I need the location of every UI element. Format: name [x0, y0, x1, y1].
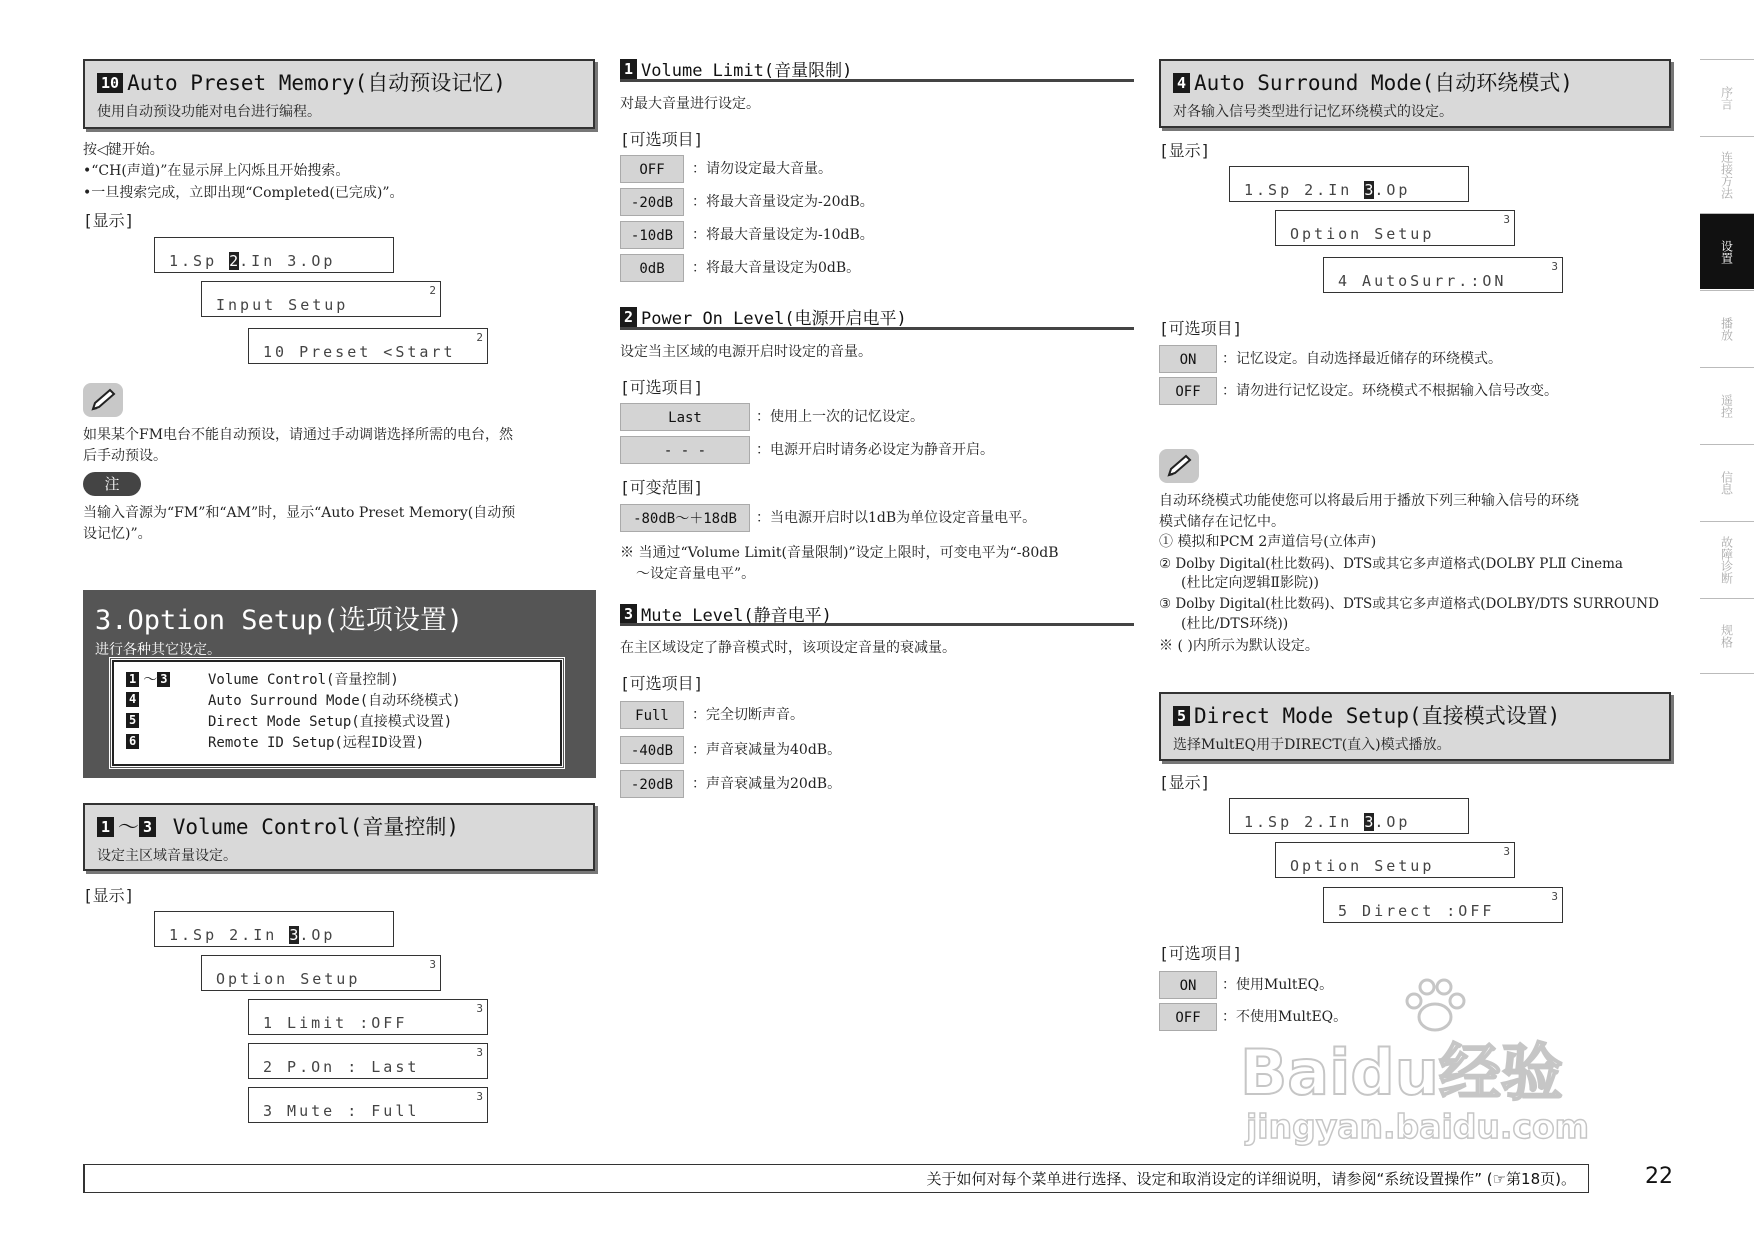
menu-row: 1 ～ 3 Volume Control(音量控制)	[126, 668, 548, 689]
divider	[620, 327, 1134, 330]
lcd-display: Option Setup 3	[1275, 842, 1515, 878]
option-desc: ：使用上一次的记忆设定。	[756, 409, 924, 425]
option-value: -10dB	[620, 221, 684, 249]
pencil-note-icon	[83, 383, 123, 417]
lcd-display: 1.Sp 2.In 3.Op	[1229, 166, 1469, 202]
tab-specifications[interactable]: 规格	[1700, 598, 1754, 674]
options-label: [可选项目]	[1159, 319, 1243, 338]
tip-text: ※ ( )内所示为默认设定。	[1159, 638, 1319, 654]
volume-control-header: 1 ～ 3 Volume Control(音量控制) 设定主区域音量设定。	[83, 803, 595, 871]
option-value: -20dB	[620, 770, 684, 798]
lcd-display: 3 Mute : Full 3	[248, 1087, 488, 1123]
option-desc: ：将最大音量设定为-10dB。	[692, 227, 874, 243]
tab-intro[interactable]: 序言	[1700, 59, 1754, 135]
option-value: ON	[1159, 971, 1217, 999]
tip-text: (杜比定向逻辑Ⅱ影院))	[1181, 575, 1319, 591]
range-label: [可变范围]	[620, 478, 704, 497]
option-setup-subtitle: 进行各种其它设定。	[95, 642, 221, 658]
option-setup-title: 3.Option Setup(选项设置)	[95, 605, 464, 636]
instruction-line: •“CH(声道)”在显示屏上闪烁且开始搜索。	[83, 163, 350, 179]
tab-information[interactable]: 信息	[1700, 444, 1754, 520]
tip-text: ③ Dolby Digital(杜比数码)、DTS或其它多声道格式(DOLBY/DTS SURROUND	[1159, 596, 1659, 612]
option-setup-block	[83, 590, 596, 778]
display-label: [显示]	[83, 886, 135, 905]
direct-mode-title: Direct Mode Setup(直接模式设置)	[1194, 704, 1561, 728]
tab-connections[interactable]: 连接方法	[1700, 136, 1754, 212]
auto-surround-subtitle: 对各输入信号类型进行记忆环绕模式的设定。	[1173, 104, 1453, 120]
footer-text: 关于如何对每个菜单进行选择、设定和取消设定的详细说明，请参阅“系统设置操作” (☞第18页)。	[926, 1170, 1576, 1188]
lcd-display: 10 Preset <Start 2	[248, 328, 488, 364]
display-label: [显示]	[1159, 773, 1211, 792]
option-desc: ：声音衰减量为40dB。	[692, 742, 842, 758]
tip-text: 模式储存在记忆中。	[1159, 514, 1285, 530]
watermark-brand: Baidu经验	[1240, 1036, 1563, 1109]
lcd-cursor: 3	[1364, 181, 1377, 199]
footer-bar	[83, 1164, 1589, 1193]
lcd-display: 1.Sp 2.In 3.Op	[1229, 798, 1469, 834]
option-desc: ：电源开启时请务必设定为静音开启。	[756, 442, 994, 458]
note-text: 设记忆)”。	[83, 526, 152, 542]
lcd-display: 4 AutoSurr.:ON 3	[1323, 257, 1563, 293]
lcd-cursor: 2	[229, 252, 242, 270]
auto-preset-title: Auto Preset Memory(自动预设记忆)	[127, 71, 506, 95]
volume-limit-heading: 1 Volume Limit(音量限制)	[620, 56, 852, 81]
menu-row: 4 Auto Surround Mode(自动环绕模式)	[126, 689, 548, 710]
option-value: Full	[620, 701, 684, 729]
option-desc: ：声音衰减量为20dB。	[692, 776, 842, 792]
lcd-display: Input Setup 2	[201, 281, 441, 317]
tab-remote[interactable]: 遥控	[1700, 367, 1754, 443]
volume-control-subtitle: 设定主区域音量设定。	[97, 848, 237, 864]
divider	[620, 79, 1134, 82]
pencil-note-icon	[1159, 449, 1199, 483]
lcd-display: 1.Sp 2.In 3.Op	[154, 237, 394, 273]
instruction-line: •一旦搜索完成，立即出现“Completed(已完成)”。	[83, 185, 404, 201]
lcd-display: Option Setup 3	[201, 955, 441, 991]
section-number-badge: 10	[97, 73, 123, 93]
note-badge: 注	[83, 472, 141, 496]
section-desc: 在主区域设定了静音模式时，该项设定音量的衰减量。	[620, 640, 956, 656]
option-setup-menu	[112, 660, 562, 766]
tip-text: 如果某个FM电台不能自动预设，请通过手动调谐选择所需的电台，然	[83, 427, 514, 443]
option-value: OFF	[1159, 1003, 1217, 1031]
note-text: ※ 当通过“Volume Limit(音量限制)”设定上限时，可变电平为“-80dB	[620, 545, 1059, 561]
option-desc: ：完全切断声音。	[692, 707, 804, 723]
mute-level-heading: 3 Mute Level(静音电平)	[620, 601, 832, 626]
options-label: [可选项目]	[620, 378, 704, 397]
option-desc: ：将最大音量设定为0dB。	[692, 260, 861, 276]
volume-control-title: Volume Control(音量控制)	[172, 815, 460, 839]
options-label: [可选项目]	[1159, 944, 1243, 963]
tip-text: ② Dolby Digital(杜比数码)、DTS或其它多声道格式(DOLBY PLⅡ Cinema	[1159, 556, 1623, 572]
direct-mode-header: 5 Direct Mode Setup(直接模式设置) 选择MultEQ用于DIRECT(直入)模式播放。	[1159, 692, 1671, 761]
auto-preset-header	[83, 59, 595, 129]
auto-surround-header: 4 Auto Surround Mode(自动环绕模式) 对各输入信号类型进行记忆环绕模式的设定。	[1159, 59, 1671, 128]
option-value: 0dB	[620, 254, 684, 282]
note-text: ～设定音量电平”。	[636, 566, 756, 582]
lcd-cursor: 3	[289, 926, 302, 944]
direct-mode-subtitle: 选择MultEQ用于DIRECT(直入)模式播放。	[1173, 737, 1451, 753]
lcd-display: Option Setup 3	[1275, 210, 1515, 246]
auto-surround-title: Auto Surround Mode(自动环绕模式)	[1194, 71, 1573, 95]
watermark	[1240, 975, 1660, 1160]
instruction-line: 按◁键开始。	[83, 142, 164, 158]
tip-text: (杜比/DTS环绕))	[1181, 616, 1289, 632]
option-value: -40dB	[620, 736, 684, 764]
menu-row: 5 Direct Mode Setup(直接模式设置)	[126, 710, 548, 731]
lcd-display: 1.Sp 2.In 3.Op	[154, 911, 394, 947]
option-desc: ：请勿进行记忆设定。环绕模式不根据输入信号改变。	[1222, 383, 1558, 399]
options-label: [可选项目]	[620, 130, 704, 149]
tip-text: 自动环绕模式功能使您可以将最后用于播放下列三种输入信号的环绕	[1159, 493, 1579, 509]
auto-preset-subtitle: 使用自动预设功能对电台进行编程。	[97, 104, 321, 120]
note-text: 当输入音源为“FM”和“AM”时，显示“Auto Preset Memory(自动预	[83, 505, 516, 521]
option-desc: ：使用MultEQ。	[1222, 977, 1334, 993]
tip-text: ① 模拟和PCM 2声道信号(立体声)	[1159, 534, 1377, 550]
range-desc: ：当电源开启时以1dB为单位设定音量电平。	[756, 510, 1037, 526]
power-on-heading: 2 Power On Level(电源开启电平)	[620, 304, 907, 329]
option-desc: ：将最大音量设定为-20dB。	[692, 194, 874, 210]
option-value: OFF	[1159, 377, 1217, 405]
lcd-display: 1 Limit :OFF 3	[248, 999, 488, 1035]
option-value: - - -	[620, 436, 750, 464]
watermark-url: jingyan.baidu.com	[1246, 1107, 1590, 1146]
page-number: 22	[1645, 1164, 1673, 1189]
tab-playback[interactable]: 播放	[1700, 290, 1754, 366]
menu-row: 6 Remote ID Setup(远程ID设置)	[126, 731, 548, 752]
tab-setup[interactable]: 设置	[1700, 213, 1754, 289]
option-value: Last	[620, 403, 750, 431]
option-desc: ：不使用MultEQ。	[1222, 1009, 1348, 1025]
section-desc: 对最大音量进行设定。	[620, 96, 760, 112]
lcd-display: 2 P.On : Last 3	[248, 1043, 488, 1079]
lcd-display: 5 Direct :OFF 3	[1323, 887, 1563, 923]
range-value: -80dB～＋18dB	[620, 504, 750, 532]
tip-text: 后手动预设。	[83, 448, 167, 464]
options-label: [可选项目]	[620, 674, 704, 693]
display-label: [显示]	[83, 211, 135, 230]
option-desc: ：请勿设定最大音量。	[692, 161, 832, 177]
section-desc: 设定当主区域的电源开启时设定的音量。	[620, 344, 872, 360]
option-value: OFF	[620, 155, 684, 183]
tab-troubleshooting[interactable]: 故障诊断	[1700, 521, 1754, 597]
display-label: [显示]	[1159, 141, 1211, 160]
divider	[620, 623, 1134, 626]
lcd-cursor: 3	[1364, 813, 1377, 831]
option-desc: ：记忆设定。自动选择最近储存的环绕模式。	[1222, 351, 1502, 367]
option-value: -20dB	[620, 188, 684, 216]
option-value: ON	[1159, 345, 1217, 373]
